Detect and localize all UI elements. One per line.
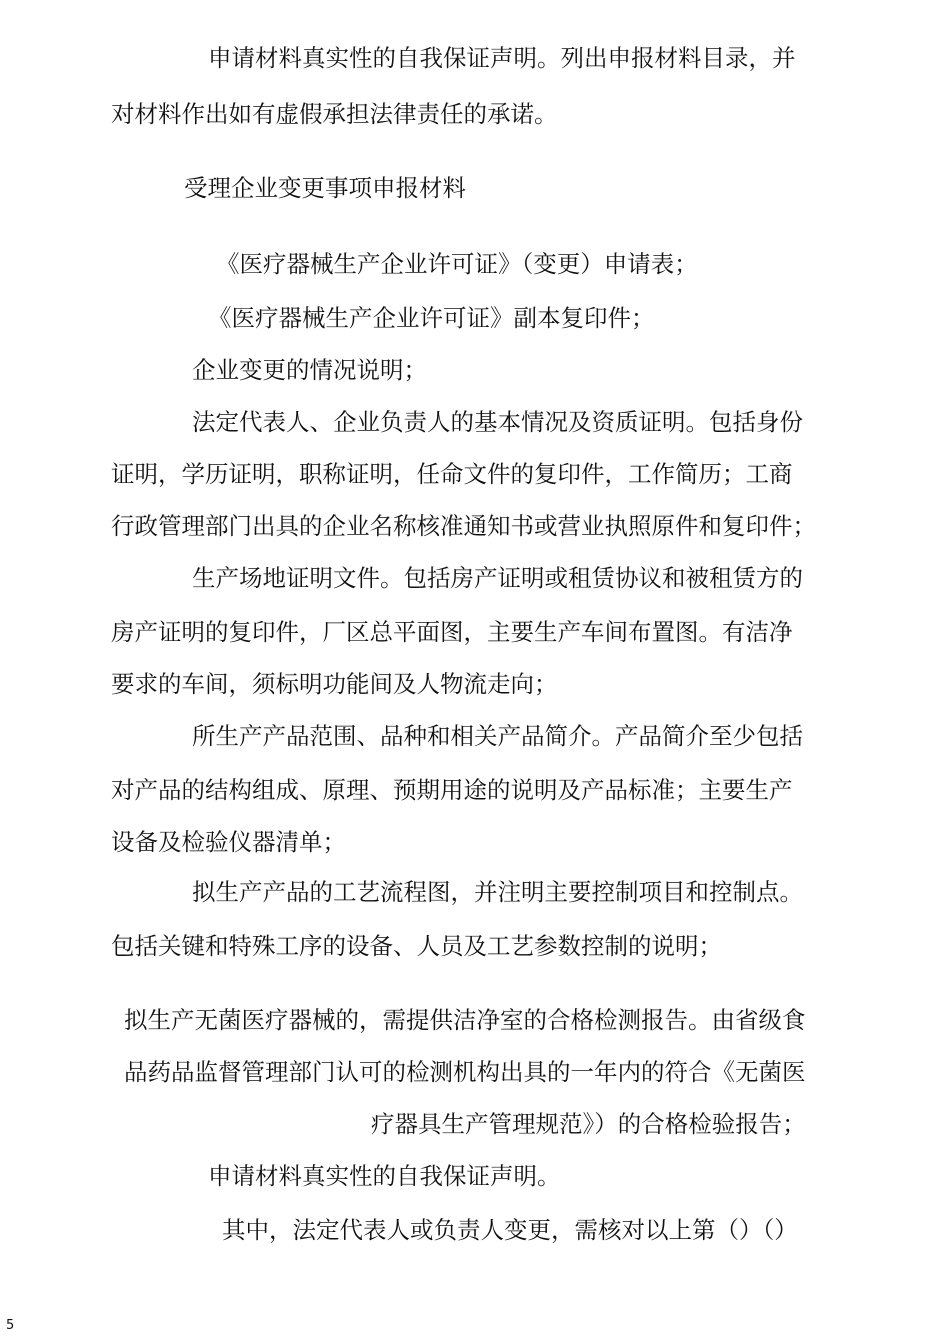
- text-line: 行政管理部门出具的企业名称核准通知书或营业执照原件和复印件；: [111, 512, 816, 540]
- page-number: 5: [6, 1318, 15, 1333]
- list-item: 申请材料真实性的自我保证声明。: [208, 1162, 561, 1190]
- list-item: 《医疗器械生产企业许可证》（变更）申请表；: [216, 250, 698, 278]
- list-item: 企业变更的情况说明；: [192, 356, 427, 384]
- text-line: 房产证明的复印件，厂区总平面图，主要生产车间布置图。有洁净: [111, 618, 793, 646]
- text-line: 对产品的结构组成、原理、预期用途的说明及产品标准；主要生产: [111, 776, 793, 804]
- list-item: 拟生产产品的工艺流程图，并注明主要控制项目和控制点。: [192, 878, 803, 906]
- text-line: 疗器具生产管理规范》）的合格检验报告；: [371, 1110, 806, 1138]
- list-item: 《医疗器械生产企业许可证》副本复印件；: [208, 304, 655, 332]
- text-line: 包括关键和特殊工序的设备、人员及工艺参数控制的说明；: [111, 932, 722, 960]
- text-line: 要求的车间，须标明功能间及人物流走向；: [111, 670, 558, 698]
- text-line: 申请材料真实性的自我保证声明。列出申报材料目录，并: [208, 44, 796, 72]
- section-heading: 受理企业变更事项申报材料: [184, 174, 466, 202]
- text-line: 其中，法定代表人或负责人变更，需核对以上第（）（）: [222, 1216, 798, 1244]
- text-line: 对材料作出如有虚假承担法律责任的承诺。: [111, 100, 558, 128]
- text-line: 品药品监督管理部门认可的检测机构出具的一年内的符合《无菌医: [124, 1058, 806, 1086]
- text-line: 证明，学历证明，职称证明，任命文件的复印件，工作简历；工商: [111, 460, 793, 488]
- text-line: 设备及检验仪器清单；: [111, 828, 346, 856]
- list-item: 拟生产无菌医疗器械的，需提供洁净室的合格检测报告。由省级食: [124, 1006, 806, 1034]
- list-item: 所生产产品范围、品种和相关产品简介。产品简介至少包括: [192, 722, 803, 750]
- list-item: 法定代表人、企业负责人的基本情况及资质证明。包括身份: [192, 408, 803, 436]
- list-item: 生产场地证明文件。包括房产证明或租赁协议和被租赁方的: [192, 564, 803, 592]
